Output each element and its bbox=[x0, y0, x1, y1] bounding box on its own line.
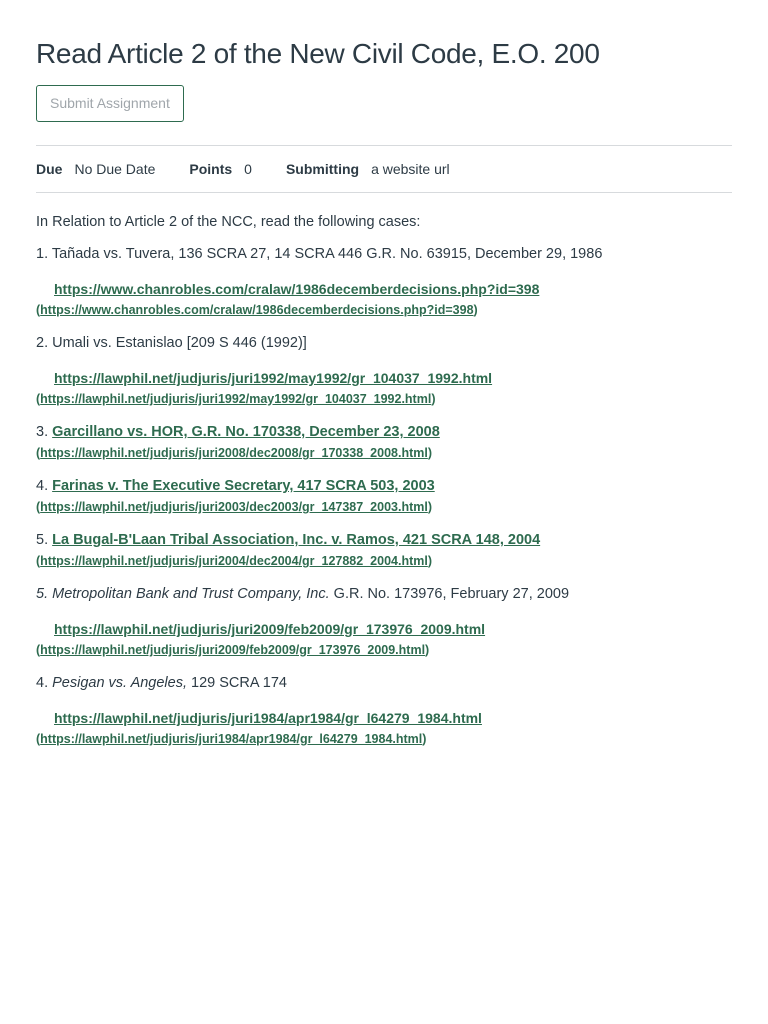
submitting-label: Submitting bbox=[285, 161, 360, 177]
case-4-number: 4. bbox=[36, 478, 49, 494]
case-6-sub-link[interactable]: https://lawphil.net/judjuris/juri2009/feb2009/gr_173976_2009.html bbox=[40, 643, 426, 657]
close-paren: ) bbox=[425, 643, 430, 657]
case-2-link-text: https://lawphil.net/judjuris/juri1992/may1992/gr_104037_1992.html bbox=[54, 370, 493, 386]
case-5-title bbox=[36, 531, 732, 549]
assignment-description bbox=[36, 213, 732, 747]
close-paren: ) bbox=[427, 554, 433, 568]
case-4-title bbox=[36, 477, 732, 495]
case-4-sub-link[interactable]: https://lawphil.net/judjuris/juri2003/dec2003/gr_147387_2003.html bbox=[40, 500, 428, 514]
case-5-sub-link-row bbox=[36, 553, 732, 569]
case-6-link[interactable] bbox=[36, 620, 732, 638]
case-6-sub-link-row bbox=[36, 642, 732, 658]
case-7-link[interactable] bbox=[36, 709, 732, 727]
close-paren: ) bbox=[473, 303, 478, 317]
case-2-title: 2. Umali vs. Estanislao [209 S 446 (1992)] bbox=[36, 335, 307, 351]
due-value: No Due Date bbox=[74, 161, 156, 177]
case-7-number: 4. bbox=[36, 675, 53, 691]
case-1-link-text: https://www.chanrobles.com/cralaw/1986decemberdecisions.php?id=398 bbox=[54, 281, 540, 297]
case-5-sub-link[interactable]: https://lawphil.net/judjuris/juri2004/dec2004/gr_127882_2004.html bbox=[40, 554, 428, 568]
case-6-italic: 5. Metropolitan Bank and Trust Company, Inc. bbox=[36, 586, 330, 602]
case-3-number: 3. bbox=[36, 424, 49, 440]
case-2-sub-link[interactable]: https://lawphil.net/judjuris/juri1992/may1992/gr_104037_1992.html bbox=[40, 392, 432, 406]
case-3-sub-link[interactable]: https://lawphil.net/judjuris/juri2008/dec2008/gr_170338_2008.html bbox=[40, 446, 428, 460]
case-7-italic: Pesigan vs. Angeles, bbox=[52, 675, 188, 691]
case-7-sub-link[interactable]: https://lawphil.net/judjuris/juri1984/apr1984/gr_l64279_1984.html bbox=[40, 732, 423, 746]
case-5-number: 5. bbox=[36, 532, 49, 548]
case-3-title bbox=[36, 423, 732, 441]
case-7-title bbox=[36, 674, 732, 692]
case-1-link[interactable] bbox=[36, 280, 732, 298]
points-label: Points bbox=[189, 161, 233, 177]
submitting-value: a website url bbox=[371, 161, 450, 177]
case-1-sub-link-row bbox=[36, 302, 732, 318]
case-4-sub-link-row bbox=[36, 499, 732, 515]
close-paren: ) bbox=[422, 732, 427, 746]
open-paren: ( bbox=[36, 643, 41, 657]
assignment-details bbox=[36, 145, 732, 193]
case-5-link[interactable]: La Bugal-B'Laan Tribal Association, Inc. v. Ramos, 421 SCRA 148, 2004 bbox=[52, 532, 541, 548]
submitting-detail bbox=[286, 161, 450, 177]
case-1-sub-link[interactable]: https://www.chanrobles.com/cralaw/1986decemberdecisions.php?id=398 bbox=[40, 303, 474, 317]
intro-text: In Relation to Article 2 of the NCC, read the following cases: bbox=[36, 214, 421, 230]
points-value: 0 bbox=[244, 161, 252, 177]
close-paren: ) bbox=[427, 500, 433, 514]
case-2-sub-link-row bbox=[36, 391, 732, 407]
case-6-link-text: https://lawphil.net/judjuris/juri2009/feb2009/gr_173976_2009.html bbox=[54, 621, 486, 637]
case-7-sub-link-row bbox=[36, 731, 732, 747]
case-3-link[interactable]: Garcillano vs. HOR, G.R. No. 170338, December 23, 2008 bbox=[52, 424, 440, 440]
case-7-rest: 129 SCRA 174 bbox=[187, 675, 287, 691]
case-3-sub-link-row bbox=[36, 445, 732, 461]
submit-assignment-button[interactable]: Submit Assignment bbox=[36, 85, 184, 122]
close-paren: ) bbox=[431, 392, 436, 406]
open-paren: ( bbox=[36, 732, 41, 746]
points-detail bbox=[189, 161, 252, 177]
open-paren: ( bbox=[36, 392, 41, 406]
page-title: Read Article 2 of the New Civil Code, E.O. 200 bbox=[36, 38, 600, 69]
due-detail bbox=[36, 161, 155, 177]
case-7-link-text: https://lawphil.net/judjuris/juri1984/apr1984/gr_l64279_1984.html bbox=[54, 710, 482, 726]
case-2-link[interactable] bbox=[36, 369, 732, 387]
case-4-link[interactable]: Farinas v. The Executive Secretary, 417 SCRA 503, 2003 bbox=[52, 478, 435, 494]
open-paren: ( bbox=[36, 303, 41, 317]
case-6-rest: G.R. No. 173976, February 27, 2009 bbox=[329, 586, 570, 602]
due-label: Due bbox=[36, 161, 63, 177]
case-1-title: 1. Tañada vs. Tuvera, 136 SCRA 27, 14 SCRA 446 G.R. No. 63915, December 29, 1986 bbox=[36, 246, 603, 262]
open-paren: ( bbox=[36, 446, 41, 460]
case-6-title bbox=[36, 585, 732, 603]
open-paren: ( bbox=[36, 500, 41, 514]
close-paren: ) bbox=[427, 446, 433, 460]
open-paren: ( bbox=[36, 554, 41, 568]
